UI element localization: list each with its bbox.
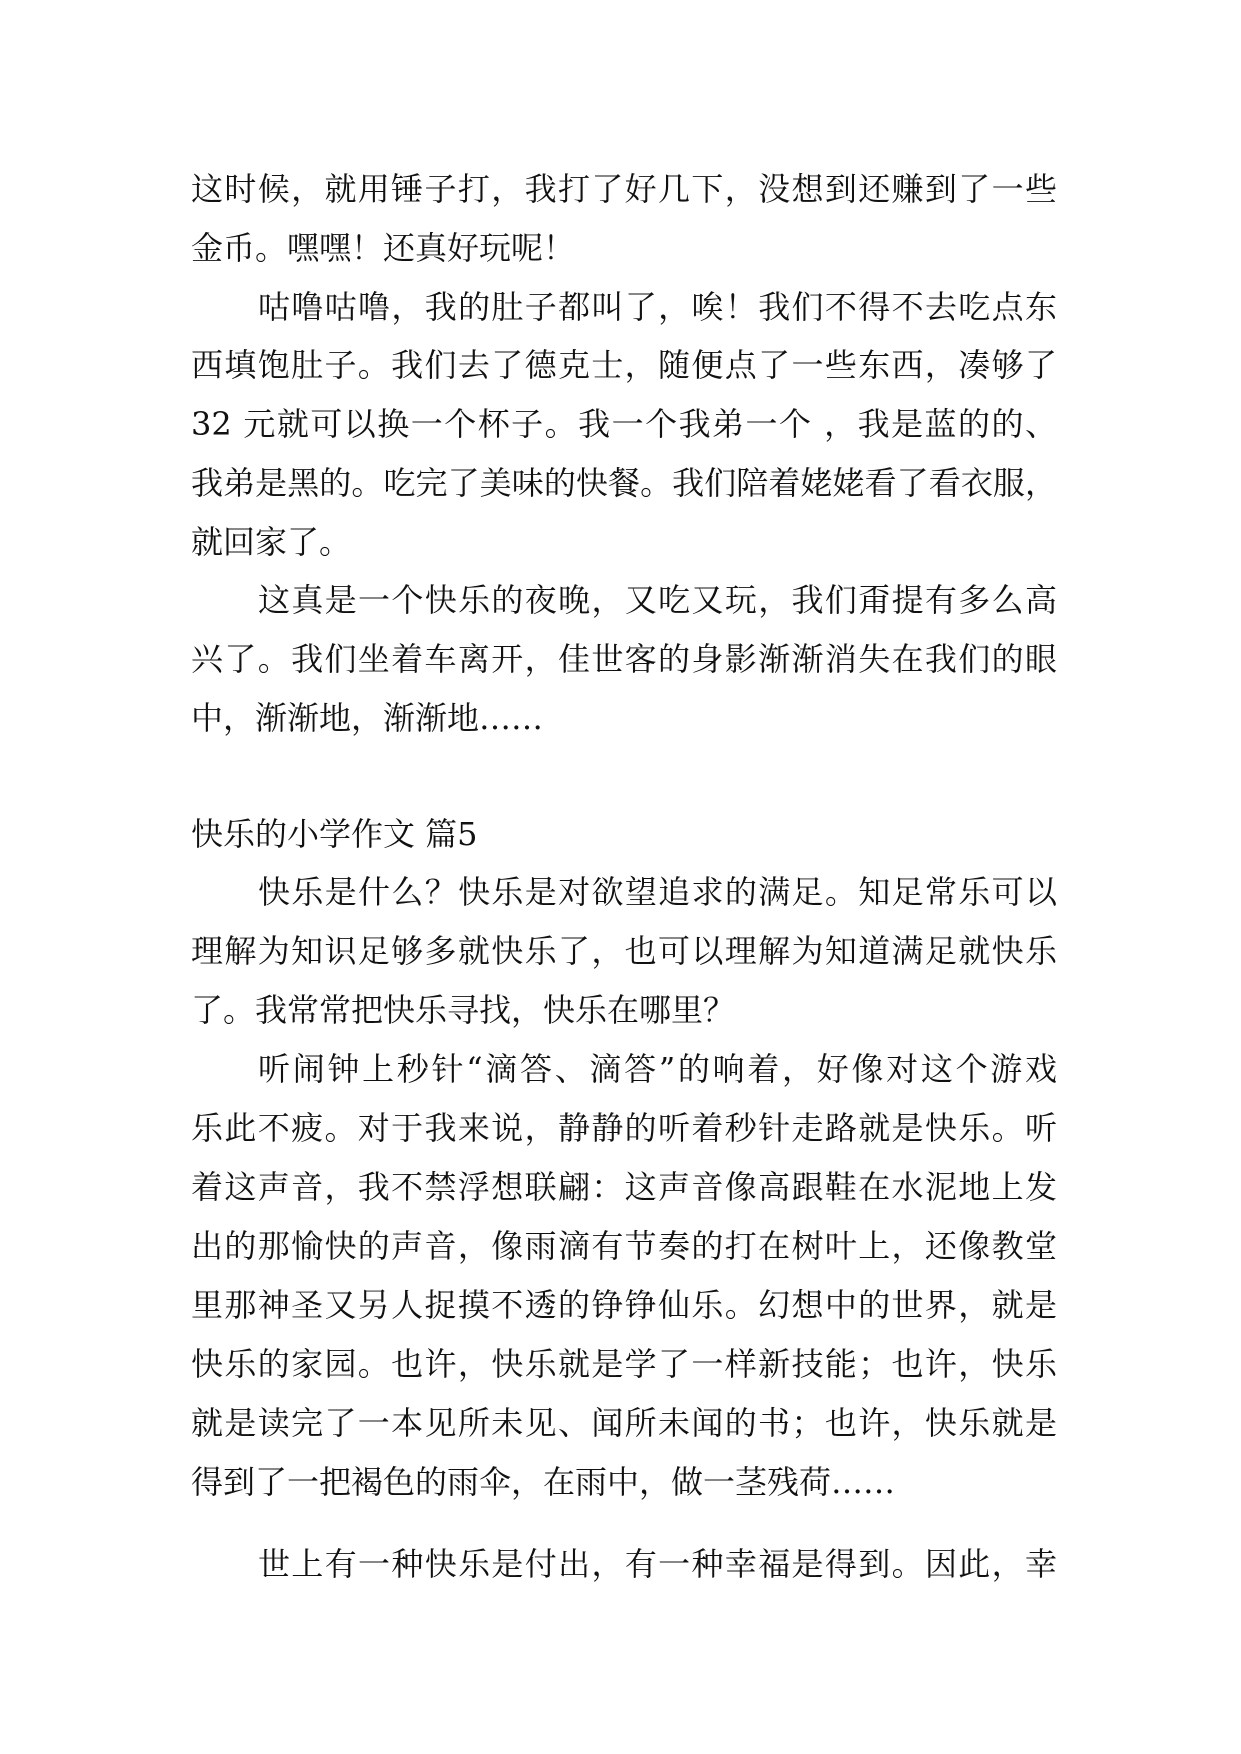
text-line: 听闹钟上秒针“滴答、滴答”的响着，好像对这个游戏	[258, 1050, 1057, 1088]
text-line: 了。我常常把快乐寻找，快乐在哪里？	[191, 991, 736, 1029]
text-line: 就是读完了一本见所未见、闻所未闻的书；也许，快乐就是	[191, 1404, 1057, 1442]
text-line: 理解为知识足够多就快乐了，也可以理解为知道满足就快乐	[191, 932, 1057, 970]
text-line: 里那神圣又另人捉摸不透的铮铮仙乐。幻想中的世界，就是	[191, 1286, 1057, 1324]
text-line: 得到了一把褐色的雨伞，在雨中，做一茎残荷……	[191, 1463, 896, 1501]
text-line: 就回家了。	[191, 523, 352, 561]
text-line: 着这声音，我不禁浮想联翩：这声音像高跟鞋在水泥地上发	[191, 1168, 1057, 1206]
essay-heading: 快乐的小学作文 篇5	[191, 815, 478, 853]
text-line: 金币。嘿嘿！还真好玩呢！	[191, 229, 576, 267]
text-line: 出的那愉快的声音，像雨滴有节奏的打在树叶上，还像教堂	[191, 1227, 1057, 1265]
text-line: 我弟是黑的。吃完了美味的快餐。我们陪着姥姥看了看衣服，	[191, 464, 1057, 502]
text-line: 32 元就可以换一个杯子。我一个我弟一个 ，我是蓝的的、	[191, 405, 1057, 443]
text-line: 世上有一种快乐是付出，有一种幸福是得到。因此，幸	[258, 1545, 1057, 1583]
text-line: 快乐是什么？快乐是对欲望追求的满足。知足常乐可以	[258, 873, 1057, 911]
text-line: 咕噜咕噜，我的肚子都叫了，唉！我们不得不去吃点东	[258, 288, 1057, 326]
text-line: 快乐的家园。也许，快乐就是学了一样新技能；也许，快乐	[191, 1345, 1057, 1383]
text-line: 这时候，就用锤子打，我打了好几下，没想到还赚到了一些	[191, 170, 1057, 208]
text-line: 乐此不疲。对于我来说，静静的听着秒针走路就是快乐。听	[191, 1109, 1057, 1147]
text-line: 中，渐渐地，渐渐地……	[191, 699, 544, 737]
text-line: 兴了。我们坐着车离开，佳世客的身影渐渐消失在我们的眼	[191, 640, 1057, 678]
text-line: 这真是一个快乐的夜晚，又吃又玩，我们甭提有多么高	[258, 581, 1057, 619]
text-line: 西填饱肚子。我们去了德克士，随便点了一些东西，凑够了	[191, 346, 1057, 384]
